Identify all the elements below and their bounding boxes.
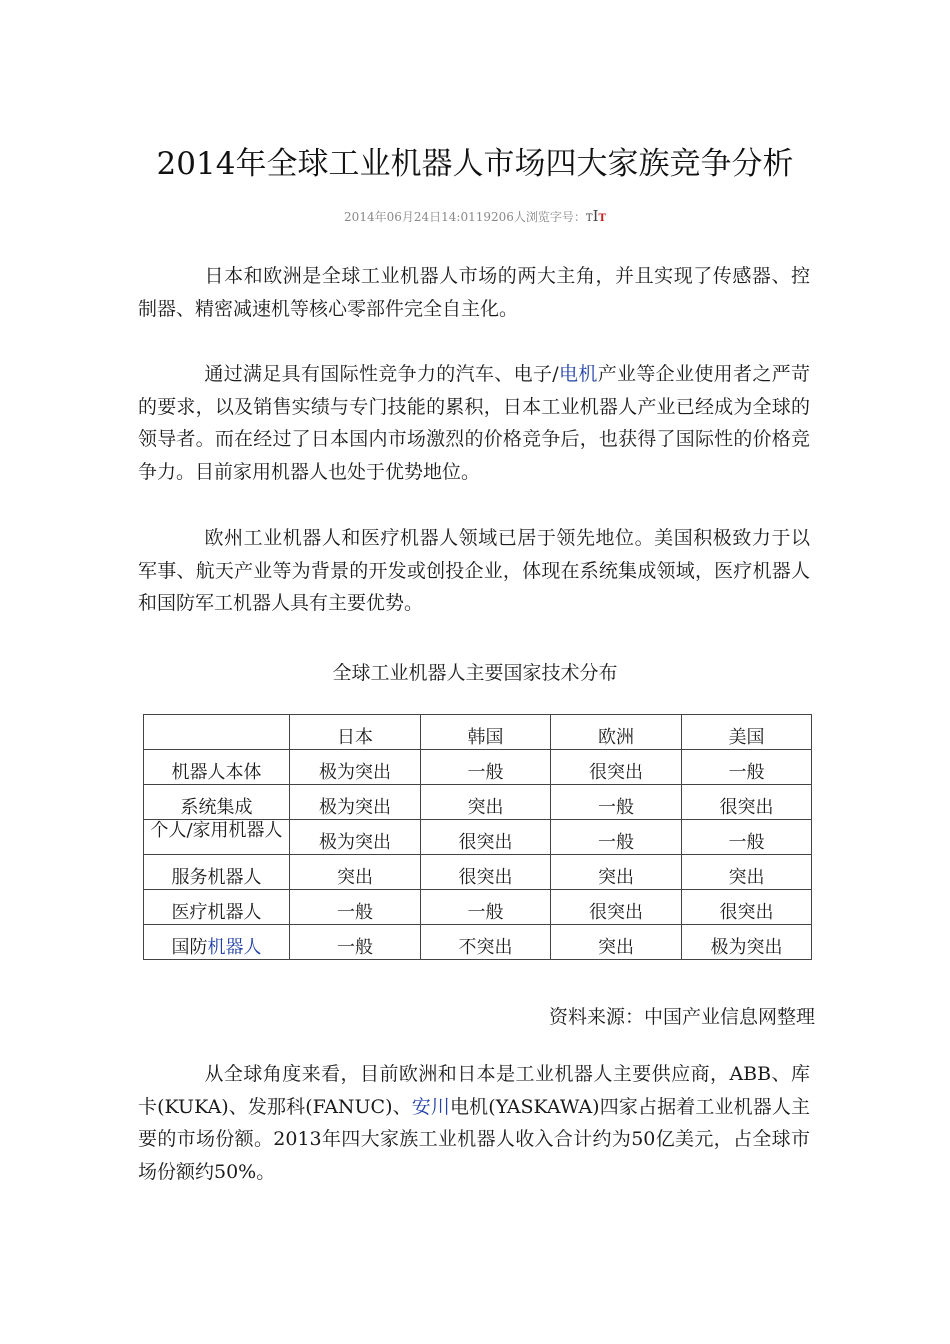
- table-header-row: [144, 715, 812, 750]
- table-cell: 一般: [682, 820, 812, 855]
- table-row: [144, 820, 812, 855]
- publish-info: 2014年06月24日14:0119206人浏览字号：: [344, 210, 586, 224]
- article-meta: [0, 207, 950, 225]
- table-cell: 一般: [290, 890, 421, 925]
- paragraph-4-text-b: 电机(YASKAWA)四家占据着工业机器人主要的市场份额。2013年四大家族工业机器人收入合计约为50亿美元，占全球市场份额约50%。: [138, 1095, 810, 1183]
- row-label: [144, 925, 290, 960]
- table-row: [144, 890, 812, 925]
- paragraph-2-text-a: 通过满足具有国际性竞争力的汽车、电子/: [204, 363, 559, 385]
- row-label: [144, 820, 290, 855]
- paragraph-2: [138, 358, 810, 488]
- paragraph-3-text: 欧州工业机器人和医疗机器人领域已居于领先地位。美国积极致力于以军事、航天产业等为背景的开发或创投企业，体现在系统集成领域，医疗机器人和国防军工机器人具有主要优势。: [138, 527, 810, 614]
- row-label: 服务机器人: [144, 855, 290, 890]
- paragraph-2-text-b: 产业等企业使用者之严苛的要求，以及销售实绩与专门技能的累积，日本工业机器人产业已经成为全球的领导者。而在经过了日本国内市场激烈的价格竞争后，也获得了国际性的价格竞争力。目前家用机器人也处于优势地位。: [138, 363, 810, 483]
- paragraph-4: [138, 1058, 810, 1188]
- table-cell: 不突出: [421, 925, 551, 960]
- paragraph-3: [138, 522, 810, 620]
- table-cell: 很突出: [551, 890, 682, 925]
- tech-distribution-table: [143, 714, 812, 960]
- table-cell: 突出: [551, 925, 682, 960]
- header-cell: 欧洲: [551, 715, 682, 750]
- table-cell: 一般: [421, 890, 551, 925]
- header-cell: [144, 715, 290, 750]
- table-cell: 极为突出: [682, 925, 812, 960]
- row-label-text: 个人/家用机器人: [150, 820, 283, 841]
- font-size-medium-button[interactable]: I: [592, 207, 599, 225]
- table-cell: 一般: [290, 925, 421, 960]
- row-label: 系统集成: [144, 785, 290, 820]
- robot-link[interactable]: 机器人: [207, 937, 262, 958]
- table-cell: 极为突出: [290, 820, 421, 855]
- table-row: [144, 750, 812, 785]
- table-row: [144, 785, 812, 820]
- table-cell: 一般: [421, 750, 551, 785]
- row-label: 机器人本体: [144, 750, 290, 785]
- table-cell: 一般: [682, 750, 812, 785]
- font-size-large-button[interactable]: T: [598, 213, 606, 224]
- table-source: 资料来源：中国产业信息网整理: [548, 1006, 815, 1028]
- paragraph-4-text-a: 从全球角度来看，目前欧洲和日本是工业机器人主要供应商，ABB、库卡(KUKA)、发那科(FANUC)、: [138, 1063, 810, 1118]
- table-cell: 突出: [421, 785, 551, 820]
- table-row: [144, 855, 812, 890]
- article-title: 2014年全球工业机器人市场四大家族竞争分析: [156, 146, 794, 182]
- paragraph-1-text: 日本和欧洲是全球工业机器人市场的两大主角，并且实现了传感器、控制器、精密减速机等核心零部件完全自主化。: [138, 265, 810, 320]
- table-cell: 突出: [551, 855, 682, 890]
- motor-link[interactable]: 电机: [558, 363, 598, 385]
- table-cell: 极为突出: [290, 750, 421, 785]
- table-cell: 很突出: [421, 820, 551, 855]
- yaskawa-link[interactable]: 安川: [411, 1095, 451, 1118]
- table-cell: 很突出: [421, 855, 551, 890]
- table-cell: 突出: [682, 855, 812, 890]
- table-caption: 全球工业机器人主要国家技术分布: [332, 662, 618, 684]
- header-cell: 韩国: [421, 715, 551, 750]
- table-cell: 很突出: [551, 750, 682, 785]
- table-row: [144, 925, 812, 960]
- header-cell: 美国: [682, 715, 812, 750]
- header-cell: 日本: [290, 715, 421, 750]
- row-label: 医疗机器人: [144, 890, 290, 925]
- row-label-text: 国防: [171, 937, 208, 958]
- table-cell: 突出: [290, 855, 421, 890]
- font-size-small-button[interactable]: T: [585, 213, 593, 224]
- table-cell: 一般: [551, 820, 682, 855]
- table-cell: 极为突出: [290, 785, 421, 820]
- paragraph-1: [138, 260, 810, 325]
- table-cell: 很突出: [682, 785, 812, 820]
- table-cell: 一般: [551, 785, 682, 820]
- table-cell: 很突出: [682, 890, 812, 925]
